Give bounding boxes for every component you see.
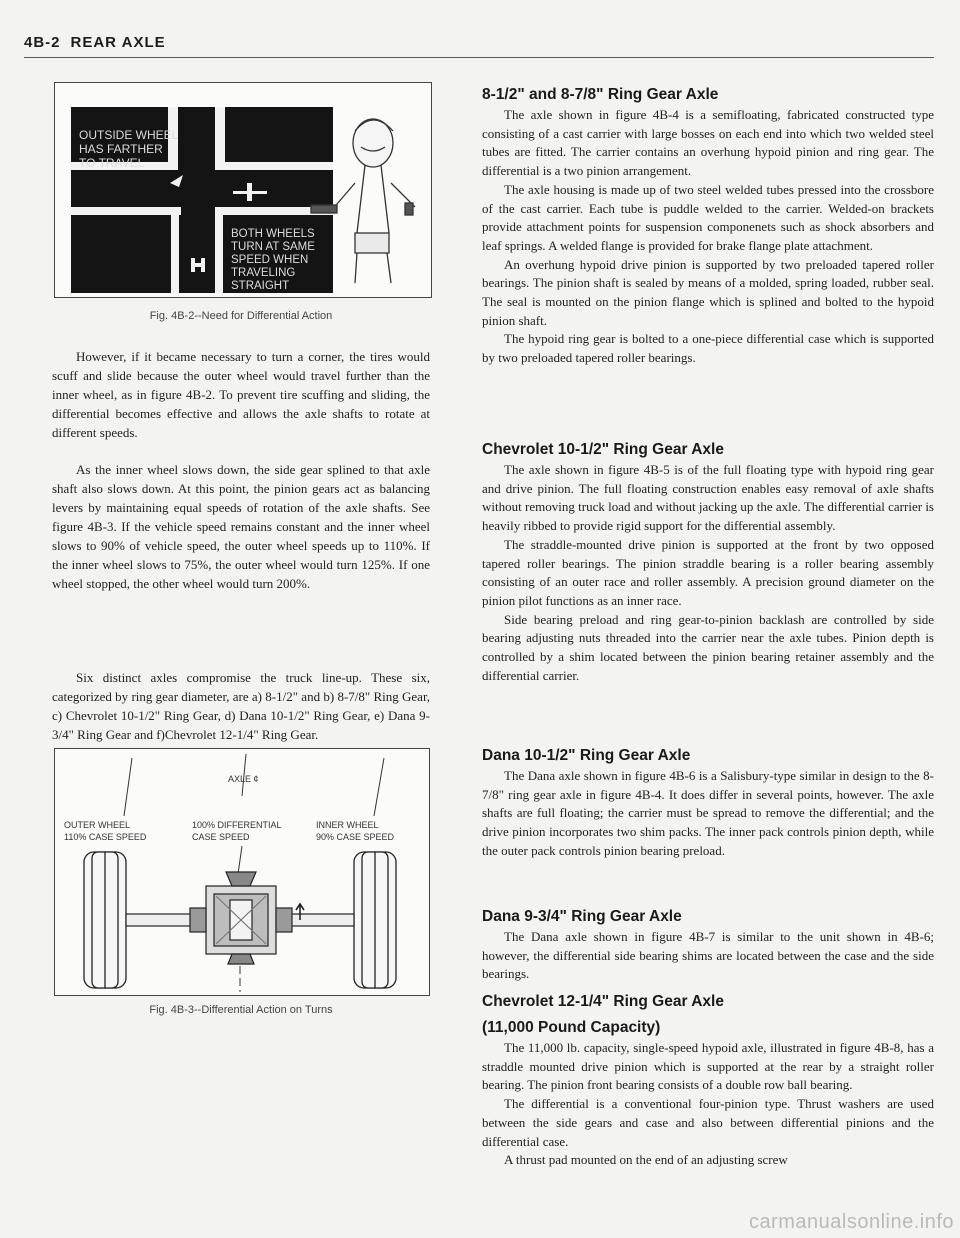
section-heading: 8-1/2" and 8-7/8" Ring Gear Axle (482, 86, 719, 103)
figure-label-outside-2: HAS FARTHER (79, 142, 163, 156)
figure-label-both-5: STRAIGHT (231, 280, 290, 292)
section-heading: Chevrolet 12-1/4" Ring Gear Axle (482, 993, 724, 1010)
section-paragraph: An overhung hypoid drive pinion is supported by two preloaded tapered roller bearings. The pinion shaft is sealed by means of a molded, spring loaded, rubber seal. The seal is mounted on the pinion flange which is splined and bolted to the hypoid pinion shaft. (482, 256, 934, 328)
figure-label-outside-3: TO TRAVEL (79, 156, 145, 170)
page-header (24, 34, 166, 51)
section-paragraph: The differential is a conventional four-pinion type. Thrust washers are used between the side gears and case and also between differential pinions and the differential case. (482, 1096, 934, 1149)
watermark: carmanualsonline.info (748, 1211, 954, 1233)
section-paragraph: The Dana axle shown in figure 4B-6 is a Salisbury-type similar in design to the 8-7/8" ring gear axle in figure 4B-4. It does differ in several points, however. The axle shafts are full floating; the carrier must be spread to remove the differential; and the drive pinion incorporates two shim packs. The inner pack controls pinion depth, while the outer pack controls pinion bearing preload. (482, 768, 934, 858)
section-heading: Dana 10-1/2" Ring Gear Axle (482, 747, 691, 764)
road-line (215, 162, 333, 170)
section-chevrolet-10-1-2-axle (482, 441, 934, 685)
outer-wheel-label-1: OUTER WHEEL (64, 820, 131, 830)
section-title: REAR AXLE (70, 34, 166, 51)
figure-differential-need (54, 82, 432, 298)
section-dana-9-3-4-axle (482, 908, 934, 984)
inner-wheel (354, 852, 396, 988)
section-chevrolet-12-1-4-axle (482, 993, 934, 1170)
section-paragraph: Side bearing preload and ring gear-to-pinion backlash are controlled by side bearing adjusting nuts threaded into the carrier near the axle tubes. Pinion depth is controlled by a shim located between the pinion bearing retainer assembly and the differential carrier. (482, 611, 934, 683)
axle-centerline-label: AXLE ¢ (228, 774, 259, 784)
section-paragraph: The Dana axle shown in figure 4B-7 is similar to the unit shown in 4B-6; however, the differential side bearing shims are located between the case and the side bearings. (482, 929, 934, 982)
section-8-1-2-axle (482, 86, 934, 368)
section-dana-10-1-2-axle (482, 747, 934, 861)
paragraph-six-axles: Six distinct axles compromise the truck line-up. These six, categorized by ring gear diameter, are a) 8-1/2" and b) 8-7/8" Ring Gear, c) Chevrolet 10-1/2" Ring Gear, d) Dana 10-1/2" Ring Gear, e) Dana 9-3/4" Ring Gear and f)Chevrolet 12-1/4" Ring Gear. (52, 670, 430, 742)
figure-differential-need-illustration (55, 83, 431, 297)
section-paragraph: The axle shown in figure 4B-4 is a semifloating, fabricated constructed type consisting of a cast carrier with large bosses on each end into which two welded steel tubes are fitted. The carrier contains an overhung hypoid pinion and ring gear. The differential is a two pinion arrangement. (482, 107, 934, 179)
road-line (171, 215, 179, 293)
road-line (71, 207, 181, 215)
paragraph-turning: However, if it became necessary to turn a corner, the tires would scuff and slide because the outer wheel would travel further than the inner wheel, as in figure 4B-2. To prevent tire scuffing and sliding, the differential becomes effective and allows the axle shafts to rotate at different speeds. (52, 349, 430, 440)
paragraph-slowing: As the inner wheel slows down, the side gear splined to that axle shaft also slows down. At this point, the pinion gears act as balancing levers by maintaining equal speeds of rotation of the axle shafts. See figure 4B-3. If the vehicle speed remains constant and the inner wheel slows to 90% of vehicle speed, the outer wheel speeds up to 110%. If the inner wheel slows to 75%, the outer wheel would turn 125%. If one wheel stopped, the other wheel would turn 200%. (52, 462, 430, 591)
section-heading: Chevrolet 10-1/2" Ring Gear Axle (482, 441, 724, 458)
header-rule (24, 57, 934, 58)
outer-wheel-label-2: 110% CASE SPEED (64, 832, 147, 842)
figure-differential-on-turns-illustration (54, 748, 430, 996)
figure-label-outside-1: OUTSIDE WHEEL (79, 128, 179, 142)
section-subheading: (11,000 Pound Capacity) (482, 1019, 661, 1036)
figure-label-both-3: SPEED WHEN (231, 254, 309, 266)
inner-wheel-label-1: INNER WHEEL (316, 820, 379, 830)
diff-case-label-1: 100% DIFFERENTIAL (192, 820, 282, 830)
figure-label-both-4: TRAVELING (231, 267, 296, 279)
road-line (215, 107, 225, 162)
figure-caption-1: Fig. 4B-2--Need for Differential Action (149, 310, 333, 322)
section-heading: Dana 9-3/4" Ring Gear Axle (482, 908, 682, 925)
outer-wheel (84, 852, 126, 988)
road-line (215, 215, 223, 293)
section-number: 4B-2 (24, 34, 61, 51)
figure-label-both-1: BOTH WHEELS (231, 228, 315, 240)
wheel-marker (191, 263, 205, 267)
section-paragraph: The hypoid ring gear is bolted to a one-piece differential case which is supported by two preloaded tapered roller bearings. (482, 331, 934, 366)
figure-caption-2: Fig. 4B-3--Differential Action on Turns (149, 1004, 333, 1016)
section-paragraph: The axle shown in figure 4B-5 is of the full floating type with hypoid ring gear and drive pinion. The full floating construction enables easy removal of axle shafts without removing truck load and without jacking up the axle. The differential carrier is heavily ribbed to provide rigid support for the differential assembly. (482, 462, 934, 534)
diff-case-label-2: CASE SPEED (192, 832, 250, 842)
figure-label-both-2: TURN AT SAME (231, 241, 315, 253)
section-paragraph: The axle housing is made up of two steel welded tubes pressed into the crossbore of the cast carrier. Each tube is puddle welded to the carrier. Welded-on brackets provide attachment points for suspension componenets such as shock absorbers and leaf springs. A welded flange is provided for brake flange plate attachment. (482, 181, 934, 253)
axle-marker (247, 183, 252, 201)
section-paragraph: The straddle-mounted drive pinion is supported at the front by two opposed tapered roller bearings. The pinion straddle bearing is a roller bearing assembly consisting of an outer race and roller assembly. A precision ground diameter on the pinion pilot functions as an inner race. (482, 536, 934, 608)
figure-differential-on-turns (54, 748, 430, 996)
section-paragraph: The 11,000 lb. capacity, single-speed hypoid axle, illustrated in figure 4B-8, has a straddle mounted drive pinion which is supported at the rear by a straight roller bearing. The pinion front bearing consists of a double row ball bearing. (482, 1040, 934, 1093)
inner-wheel-label-2: 90% CASE SPEED (316, 832, 395, 842)
section-paragraph: A thrust pad mounted on the end of an adjusting screw (504, 1152, 788, 1168)
